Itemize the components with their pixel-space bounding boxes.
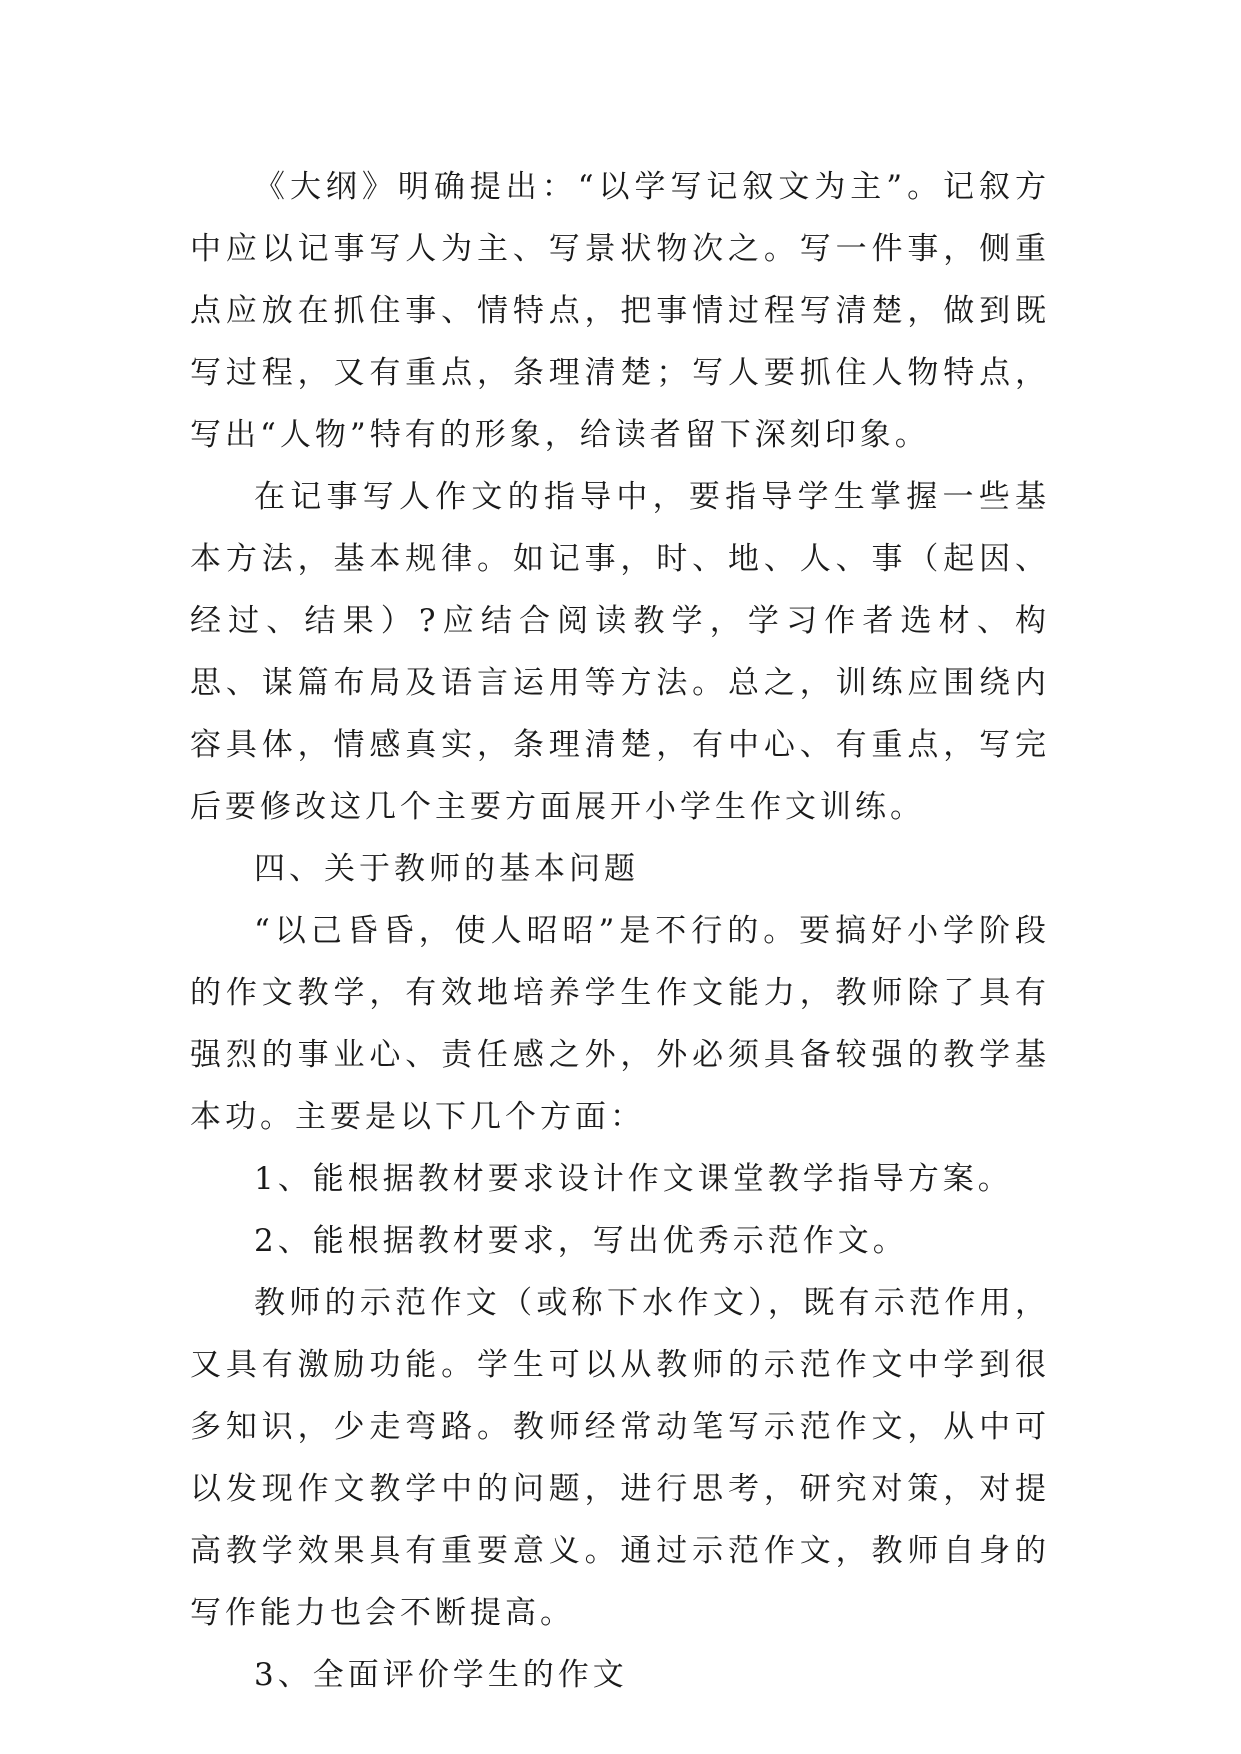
paragraph-model-essay: 教师的示范作文（或称下水作文），既有示范作用，又具有激励功能。学生可以从教师的示范作文中学到很多知识，少走弯路。教师经常动笔写示范作文，从中可以发现作文教学中的问题，进行思考，研究对策，对提高教学效果具有重要意义。通过示范作文，教师自身的写作能力也会不断提高。 [190, 1285, 1050, 1631]
paragraph-outline-requirements: 《大纲》明确提出：“以学写记叙文为主”。记叙方中应以记事写人为主、写景状物次之。写一件事，侧重点应放在抓住事、情特点，把事情过程写清楚，做到既写过程，又有重点，条理清楚；写人要抓住人物特点，写出“人物”特有的形象，给读者留下深刻印象。 [190, 169, 1050, 453]
section-heading-teacher-issues: 四、关于教师的基本问题 [254, 851, 639, 887]
list-item-3: 3、全面评价学生的作文 [254, 1657, 628, 1693]
paragraph-writing-guidance: 在记事写人作文的指导中，要指导学生掌握一些基本方法，基本规律。如记事，时、地、人、事（起因、经过、结果）?应结合阅读教学，学习作者选材、构思、谋篇布局及语言运用等方法。总之，训练应围绕内容具体，情感真实，条理清楚，有中心、有重点，写完后要修改这几个主要方面展开小学生作文训练。 [190, 479, 1050, 825]
list-item-2: 2、能根据教材要求，写出优秀示范作文。 [254, 1223, 908, 1259]
list-item-1: 1、能根据教材要求设计作文课堂教学指导方案。 [254, 1161, 1013, 1197]
paragraph-teacher-skills: “以己昏昏，使人昭昭”是不行的。要搞好小学阶段的作文教学，有效地培养学生作文能力，教师除了具有强烈的事业心、责任感之外，外必须具备较强的教学基本功。主要是以下几个方面： [190, 913, 1050, 1135]
document-body [190, 156, 1050, 1706]
